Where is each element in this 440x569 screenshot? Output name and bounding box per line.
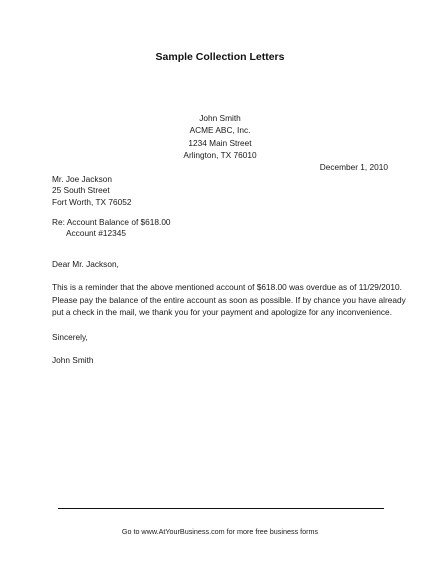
sender-street: 1234 Main Street: [188, 137, 252, 148]
account-number-line: Account #12345: [66, 228, 126, 239]
body-line: Please pay the balance of the entire account as soon as possible. If by chance you have already: [52, 294, 406, 305]
recipient-street: 25 South Street: [52, 185, 110, 196]
letter-date: December 1, 2010: [319, 162, 388, 172]
sender-name: John Smith: [199, 113, 241, 123]
signature-name: John Smith: [52, 355, 94, 365]
sender-company: ACME ABC, Inc.: [189, 125, 251, 136]
body-line: put a check in the mail, we thank you for your payment and apologize for any inconvenience.: [52, 307, 392, 318]
recipient-city-state-zip: Fort Worth, TX 76052: [52, 196, 132, 207]
sender-address-block: [0, 113, 440, 162]
recipient-name: Mr. Joe Jackson: [52, 174, 112, 184]
sender-city-state-zip: Arlington, TX 76010: [183, 149, 257, 160]
body-line: This is a reminder that the above mentioned account of $618.00 was overdue as of 11/29/2010.: [52, 282, 402, 292]
recipient-address-block: [52, 174, 131, 208]
reference-block: [52, 217, 171, 240]
footer-text: Go to www.AtYourBusiness.com for more free business forms: [121, 527, 319, 536]
document-title: Sample Collection Letters: [155, 51, 285, 63]
reference-line: Re: Account Balance of $618.00: [52, 217, 171, 227]
letter-body: [52, 282, 406, 320]
closing: Sincerely,: [52, 332, 88, 342]
salutation: Dear Mr. Jackson,: [52, 259, 119, 269]
footer-divider: [58, 508, 384, 509]
